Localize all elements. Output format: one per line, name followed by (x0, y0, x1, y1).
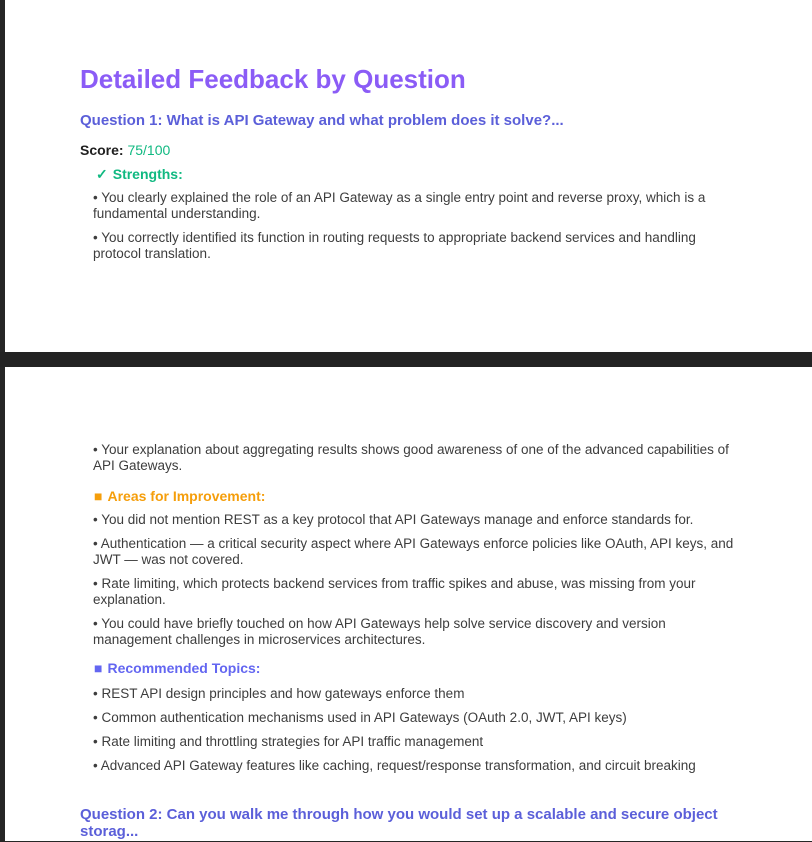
strengths-label: Strengths: (112, 165, 183, 182)
strength-bullet-3: • Your explanation about aggregating results shows good awareness of one of the advanced capabilities of API Gateways. (93, 442, 735, 474)
indigo-square-icon: ■ (94, 660, 103, 677)
strength-bullet-1: • You clearly explained the role of an API Gateway as a single entry point and reverse proxy, which is a fundamental understanding. (93, 190, 735, 222)
strength-bullet-2: • You correctly identified its function in routing requests to appropriate backend services and handling protocol translation. (93, 230, 735, 262)
improvements-label: Areas for Improvement: (107, 488, 266, 504)
check-icon: ✓ (96, 165, 108, 182)
topic-bullet-1: • REST API design principles and how gateways enforce them (93, 686, 735, 702)
page-1 (5, 0, 812, 352)
topic-bullet-4: • Advanced API Gateway features like caching, request/response transformation, and circuit breaking (93, 758, 735, 774)
page-2 (5, 367, 812, 841)
question-2-heading: Question 2: Can you walk me through how you would set up a scalable and secure object storag... (80, 805, 718, 841)
strengths-heading (96, 167, 735, 182)
topic-bullet-2: • Common authentication mechanisms used in API Gateways (OAuth 2.0, JWT, API keys) (93, 710, 735, 726)
score-label: Score: (80, 141, 124, 158)
page-break-gap (0, 352, 812, 367)
improvements-heading (94, 489, 735, 504)
question-1-heading: Question 1: What is API Gateway and what problem does it solve?... (80, 112, 564, 130)
orange-square-icon: ■ (94, 488, 103, 504)
improvement-bullet-3: • Rate limiting, which protects backend services from traffic spikes and abuse, was missing from your explanation. (93, 576, 735, 608)
page-2-content (80, 367, 735, 840)
improvement-bullet-1: • You did not mention REST as a key protocol that API Gateways manage and enforce standards for. (93, 512, 735, 528)
page-title: Detailed Feedback by Question (80, 64, 466, 94)
improvement-bullet-2: • Authentication — a critical security aspect where API Gateways enforce policies like OAuth, API keys, and JWT — was not covered. (93, 536, 735, 568)
improvement-bullet-4: • You could have briefly touched on how API Gateways help solve service discovery and version management challenges in microservices architectures. (93, 616, 735, 648)
score-line (80, 143, 735, 158)
score-value: 75/100 (127, 141, 171, 158)
page-1-content (80, 0, 735, 262)
topics-label: Recommended Topics: (107, 660, 261, 677)
topics-heading (94, 661, 735, 676)
topic-bullet-3: • Rate limiting and throttling strategies for API traffic management (93, 734, 735, 750)
